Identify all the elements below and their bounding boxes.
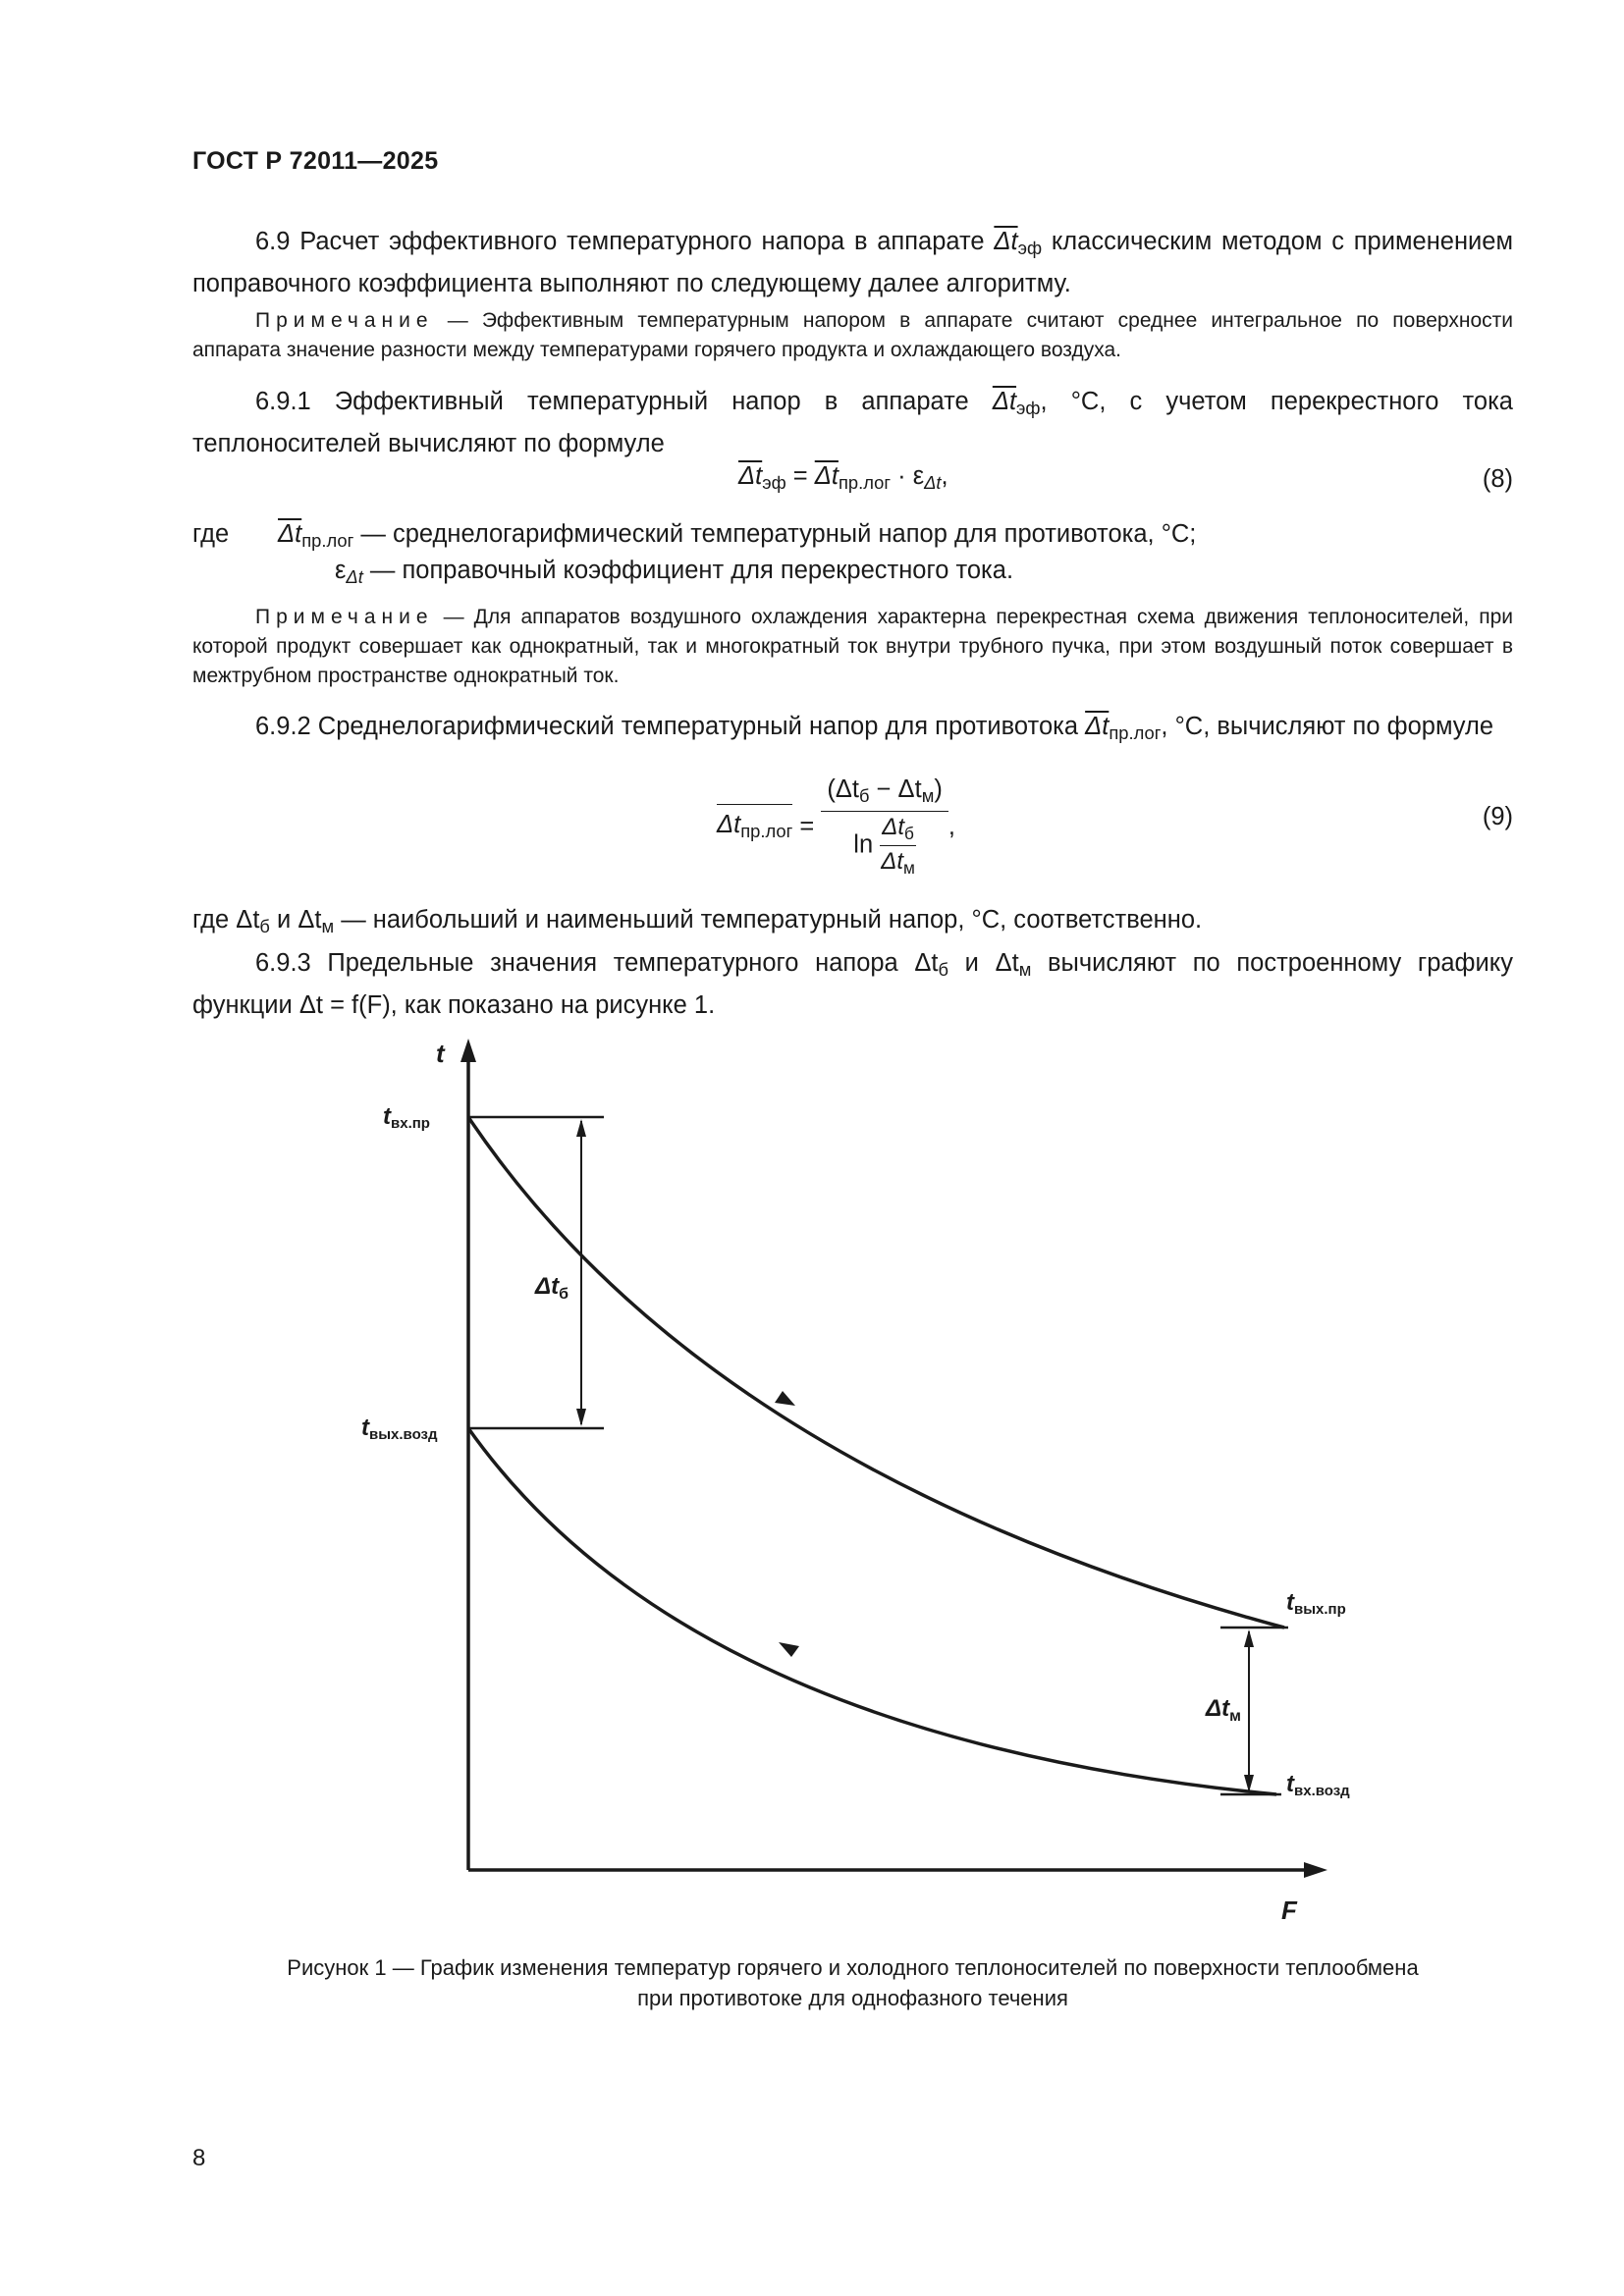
paragraph-6-9-2: 6.9.2 Среднелогарифмический температурный напор для противотока $\overline{\Delta t}_{пр.лог}$, °C, вычисляют по формуле <box>255 713 1494 744</box>
equation-8: $\overline{\Delta t}_{эф} = \overline{\Delta t}_{пр.лог} \cdot \varepsilon_{\Delta t}$, <box>738 462 948 494</box>
note-1: Примечание — Эффективным температурным напором в аппарате считают среднее интегральное по поверхности аппарата значение разности между температурами горячего продукта и охлаждающего воздуха. <box>192 309 1513 361</box>
paragraph-6-9-3: 6.9.3 Предельные значения температурного напора $\Delta t_б$ и $\Delta t_м$ вычисляют по построенному графику функции Δt = f(F), как показано на рисунке 1. <box>192 949 1513 1020</box>
label-dt-b: $\Delta t_б$ <box>535 1273 568 1303</box>
hot-curve-arrow <box>775 1391 795 1406</box>
dt-b-arrow-down <box>576 1409 586 1426</box>
equation-9-number: (9) <box>1482 803 1513 830</box>
dt-m-arrow-up <box>1244 1629 1254 1647</box>
equation-9: $\Delta t_{пр.лог}$ = $(\Delta t_б - \Delta t_м)$ ln $\frac{\Delta t_б}{\Delta t_м}$ , <box>717 775 955 878</box>
figure-caption <box>192 1952 1513 2013</box>
figure-caption-line-2: при противотоке для однофазного течения <box>637 1986 1068 2010</box>
x-axis-arrow <box>1304 1862 1327 1878</box>
label-t-out-prod: tвых.пр <box>1286 1589 1346 1618</box>
delta-t-symbol: $\overline{\Delta t}$ <box>994 228 1018 255</box>
y-axis-arrow <box>460 1039 476 1062</box>
label-t-in-air: tвх.возд <box>1286 1771 1350 1799</box>
figure-caption-line-1: Рисунок 1 — График изменения температур горячего и холодного теплоносителей по поверхности теплообмена <box>287 1955 1419 1980</box>
note-2: Примечание — Для аппаратов воздушного охлаждения характерна перекрестная схема движения теплоносителей, при которой продукт совершает как однократный, так и многократный ток внутри трубного пучка, при этом воздушный поток совершает в межтрубном пространстве однократный ток. <box>192 606 1513 687</box>
label-dt-m: $\Delta t_м$ <box>1206 1695 1241 1725</box>
where-term-2: $\varepsilon_{\Delta t}$ — поправочный коэффициент для перекрестного тока. <box>335 557 1014 588</box>
hot-product-curve <box>468 1117 1284 1628</box>
page-number: 8 <box>192 2145 206 2171</box>
cold-air-curve <box>468 1428 1276 1794</box>
where-9: где $\Delta t_б$ и $\Delta t_м$ — наибольший и наименьший температурный напор, °C, соответственно. <box>192 906 1203 937</box>
paragraph-6-9: 6.9 Расчет эффективного температурного напора в аппарате $\overline{\Delta t}_{эф}$ классическим методом с применением поправочного коэффициента выполняют по следующему далее алгоритму. <box>192 228 1514 298</box>
x-axis-label: F <box>1281 1896 1297 1925</box>
y-axis-label: t <box>436 1039 445 1068</box>
cold-curve-arrow <box>779 1642 799 1657</box>
where-term-1: $\overline{\Delta t}_{пр.лог}$ — среднелогарифмический температурный напор для противотока, °C; <box>278 520 1197 552</box>
equation-8-number: (8) <box>1482 465 1513 493</box>
document-header: ГОСТ Р 72011—2025 <box>192 147 439 175</box>
paragraph-6-9-1: 6.9.1 Эффективный температурный напор в аппарате $\overline{\Delta t}_{эф}$, °C, с учетом перекрестного тока теплоносителей вычисляют по формуле <box>192 388 1513 458</box>
where-label-8: где <box>192 520 230 548</box>
label-t-out-air: tвых.возд <box>361 1415 438 1443</box>
label-t-in-prod: tвх.пр <box>383 1103 430 1132</box>
dt-b-arrow-up <box>576 1119 586 1137</box>
